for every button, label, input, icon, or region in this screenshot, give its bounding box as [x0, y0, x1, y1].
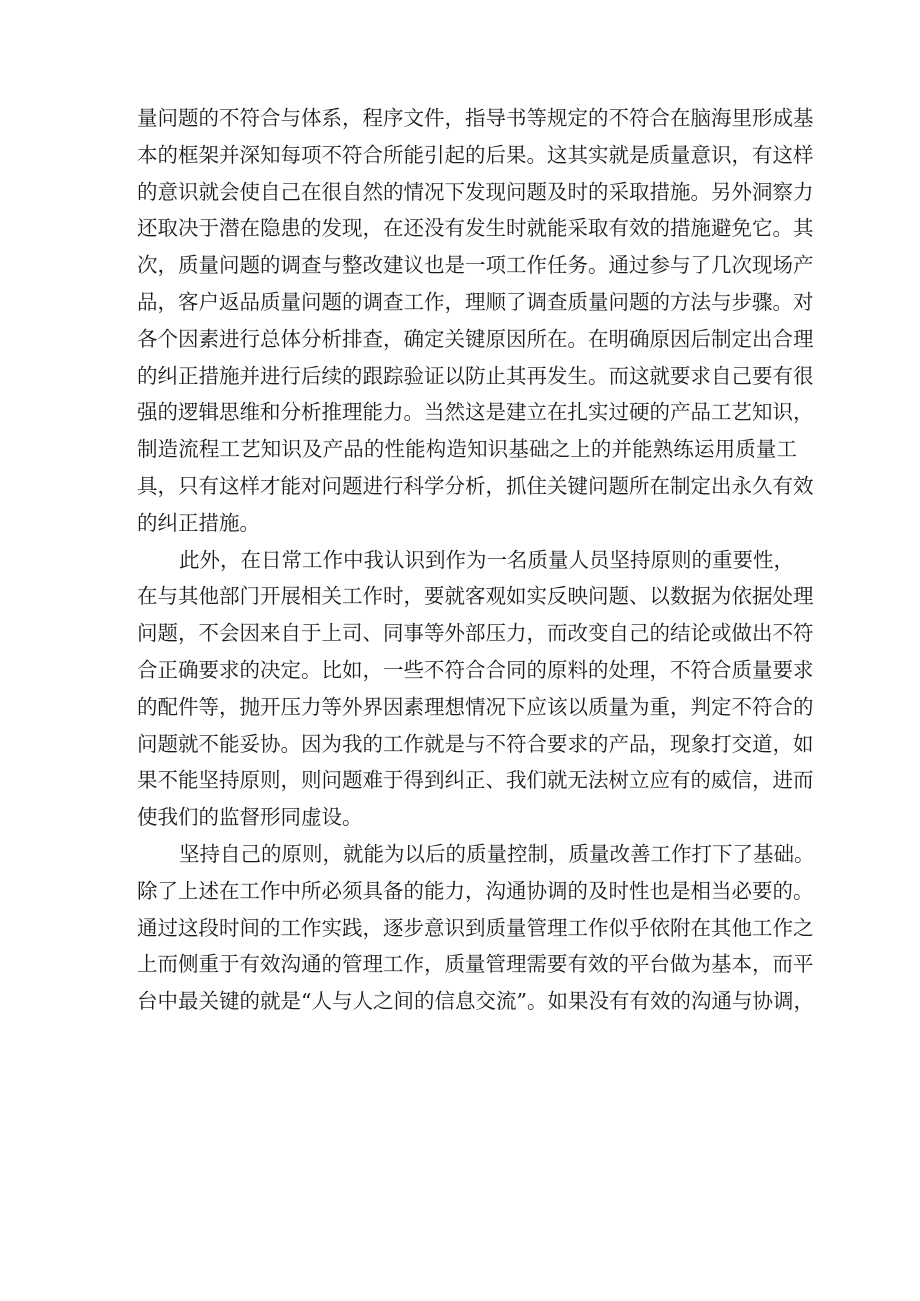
text-line: 品，客户返品质量问题的调查工作，理顺了调查质量问题的方法与步骤。对 [137, 289, 814, 314]
text-line: 坚持自己的原则，就能为以后的质量控制，质量改善工作打下了基础。 [179, 841, 815, 866]
text-line: 的纠正措施并进行后续的跟踪验证以防止其再发生。而这就要求自己要有很 [137, 363, 814, 388]
text-line: 还取决于潜在隐患的发现，在还没有发生时就能采取有效的措施避免它。其 [137, 216, 814, 241]
text-line: 在与其他部门开展相关工作时，要就客观如实反映问题、以数据为依据处理 [137, 584, 814, 609]
text-line: 次，质量问题的调查与整改建议也是一项工作任务。通过参与了几次现场产 [137, 253, 814, 278]
text-line: 的纠正措施。 [137, 510, 260, 535]
text-line: 使我们的监督形同虚设。 [137, 805, 363, 830]
text-line: 问题就不能妥协。因为我的工作就是与不符合要求的产品，现象打交道，如 [137, 731, 814, 756]
text-line: 问题，不会因来自于上司、同事等外部压力，而改变自己的结论或做出不符 [137, 621, 814, 646]
document-body [137, 100, 815, 1020]
text-line: 的配件等，抛开压力等外界因素理想情况下应该以质量为重，判定不符合的 [137, 694, 814, 719]
text-line: 除了上述在工作中所必须具备的能力，沟通协调的及时性也是相当必要的。 [137, 878, 814, 903]
text-line: 果不能坚持原则，则问题难于得到纠正、我们就无法树立应有的威信，进而 [137, 768, 814, 793]
text-line: 量问题的不符合与体系，程序文件，指导书等规定的不符合在脑海里形成基 [137, 106, 814, 130]
text-line: 通过这段时间的工作实践，逐步意识到质量管理工作似乎依附在其他工作之 [137, 915, 814, 940]
text-line: 的意识就会使自己在很自然的情况下发现问题及时的采取措施。另外洞察力 [137, 179, 814, 204]
text-line: 强的逻辑思维和分析推理能力。当然这是建立在扎实过硬的产品工艺知识， [137, 400, 814, 425]
text-line: 本的框架并深知每项不符合所能引起的后果。这其实就是质量意识，有这样 [137, 142, 814, 167]
text-line: 具，只有这样才能对问题进行科学分析，抓住关键问题所在制定出永久有效 [137, 473, 814, 498]
text-line: 各个因素进行总体分析排查，确定关键原因所在。在明确原因后制定出合理 [137, 326, 814, 351]
text-line: 此外，在日常工作中我认识到作为一名质量人员坚持原则的重要性， [179, 547, 794, 572]
paragraph-3 [137, 836, 815, 1020]
paragraph-2 [137, 542, 814, 836]
paragraph-1 [137, 100, 814, 542]
text-line: 上而侧重于有效沟通的管理工作，质量管理需要有效的平台做为基本，而平 [137, 952, 814, 977]
text-line: 台中最关键的就是“人与人之间的信息交流”。如果没有有效的沟通与协调， [137, 989, 814, 1014]
text-line: 合正确要求的决定。比如，一些不符合合同的原料的处理，不符合质量要求 [137, 657, 814, 682]
text-line: 制造流程工艺知识及产品的性能构造知识基础之上的并能熟练运用质量工 [137, 437, 797, 462]
